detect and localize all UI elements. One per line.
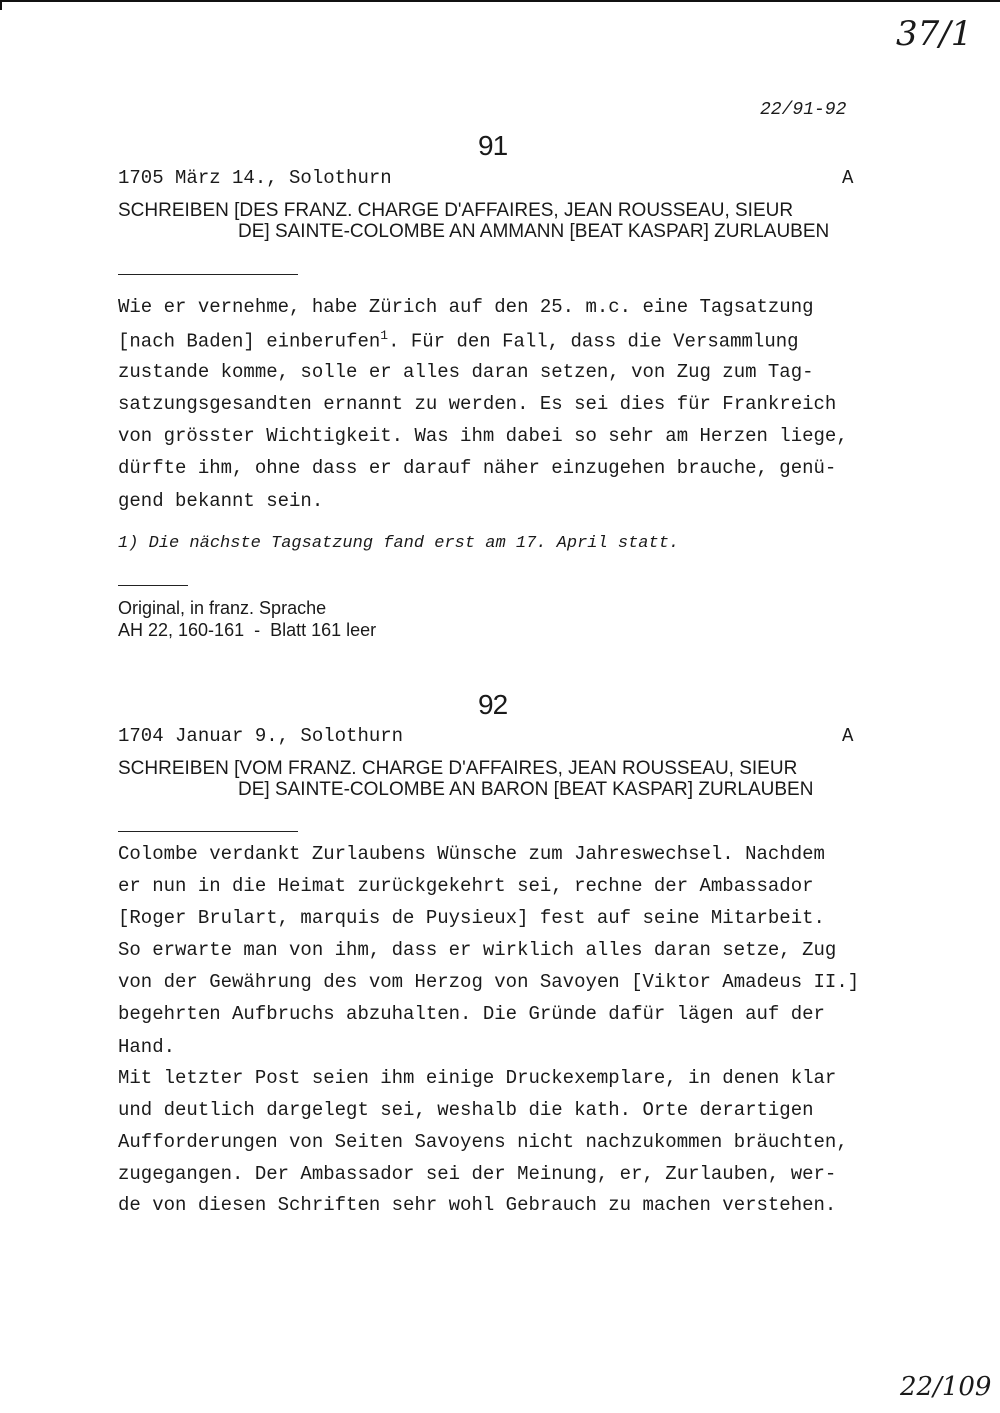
footer-handwritten-mark: 22/109 — [900, 1372, 992, 1402]
page-edge-tick — [0, 0, 2, 10]
doc92-body-line5: von der Gewährung des vom Herzog von Savoyen [Viktor Amadeus II.] — [118, 971, 860, 993]
doc91-title-line1: SCHREIBEN [DES FRANZ. CHARGE D'AFFAIRES, JEAN ROUSSEAU, SIEUR — [118, 200, 794, 221]
doc92-letter: A — [842, 725, 854, 747]
doc91-footnote: 1) Die nächste Tagsatzung fand erst am 17. April statt. — [118, 534, 680, 553]
doc92-number: 92 — [478, 689, 508, 720]
doc91-body-line2-text: [nach Baden] einberufen — [118, 330, 381, 353]
doc92-date-place: 1704 Januar 9., Solothurn — [118, 725, 404, 747]
doc92-body-line9: und deutlich dargelegt sei, weshalb die kath. Orte derartigen — [118, 1099, 814, 1121]
doc91-source-separator — [118, 585, 188, 586]
doc91-body-line6: dürfte ihm, ohne dass er darauf näher einzugehen brauche, genü- — [118, 457, 837, 479]
doc91-source-line2: AH 22, 160-161 - Blatt 161 leer — [118, 620, 377, 640]
page-edge-line — [0, 0, 1000, 2]
doc91-letter: A — [842, 167, 854, 189]
doc91-body-line2-rest: . Für den Fall, dass die Versammlung — [388, 330, 799, 353]
doc92-body-line2: er nun in die Heimat zurückgekehrt sei, rechne der Ambassador — [118, 875, 814, 897]
doc92-title-line1: SCHREIBEN [VOM FRANZ. CHARGE D'AFFAIRES, JEAN ROUSSEAU, SIEUR — [118, 758, 798, 779]
doc91-body-line2 — [118, 328, 799, 352]
doc91-body-line5: von grösster Wichtigkeit. Was ihm dabei so sehr am Herzen liege, — [118, 425, 848, 447]
footnote-marker: 1 — [380, 328, 389, 343]
doc91-body-line1: Wie er vernehme, habe Zürich auf den 25. m.c. eine Tagsatzung — [118, 296, 814, 318]
reference-number: 22/91-92 — [760, 100, 847, 120]
doc92-body-line7: Hand. — [118, 1036, 176, 1058]
doc92-title-line2: DE] SAINTE-COLOMBE AN BARON [BEAT KASPAR] ZURLAUBEN — [238, 779, 814, 800]
doc91-source-line1: Original, in franz. Sprache — [118, 598, 327, 618]
doc92-body-line12: de von diesen Schriften sehr wohl Gebrauch zu machen verstehen. — [118, 1194, 837, 1216]
doc92-body-line11: zugegangen. Der Ambassador sei der Meinung, er, Zurlauben, wer- — [118, 1163, 837, 1185]
doc91-body-line7: gend bekannt sein. — [118, 490, 324, 512]
doc92-body-line10: Aufforderungen von Seiten Savoyens nicht nachzukommen bräuchten, — [118, 1131, 848, 1153]
doc91-number: 91 — [478, 130, 508, 161]
doc91-date-place: 1705 März 14., Solothurn — [118, 167, 392, 189]
doc91-separator — [118, 274, 298, 275]
doc92-body-line1: Colombe verdankt Zurlaubens Wünsche zum Jahreswechsel. Nachdem — [118, 843, 825, 865]
doc91-body-line4: satzungsgesandten ernannt zu werden. Es sei dies für Frankreich — [118, 393, 837, 415]
doc92-body-line8: Mit letzter Post seien ihm einige Druckexemplare, in denen klar — [118, 1067, 837, 1089]
doc92-body-line4: So erwarte man von ihm, dass er wirklich alles daran setze, Zug — [118, 939, 837, 961]
doc92-separator — [118, 831, 298, 832]
corner-handwritten-mark: 37/1 — [896, 14, 973, 54]
doc92-body-line3: [Roger Brulart, marquis de Puysieux] fest auf seine Mitarbeit. — [118, 907, 825, 929]
doc92-body-line6: begehrten Aufbruchs abzuhalten. Die Gründe dafür lägen auf der — [118, 1003, 825, 1025]
doc91-title-line2: DE] SAINTE-COLOMBE AN AMMANN [BEAT KASPAR] ZURLAUBEN — [238, 221, 830, 242]
doc91-body-line3: zustande komme, solle er alles daran setzen, von Zug zum Tag- — [118, 361, 814, 383]
